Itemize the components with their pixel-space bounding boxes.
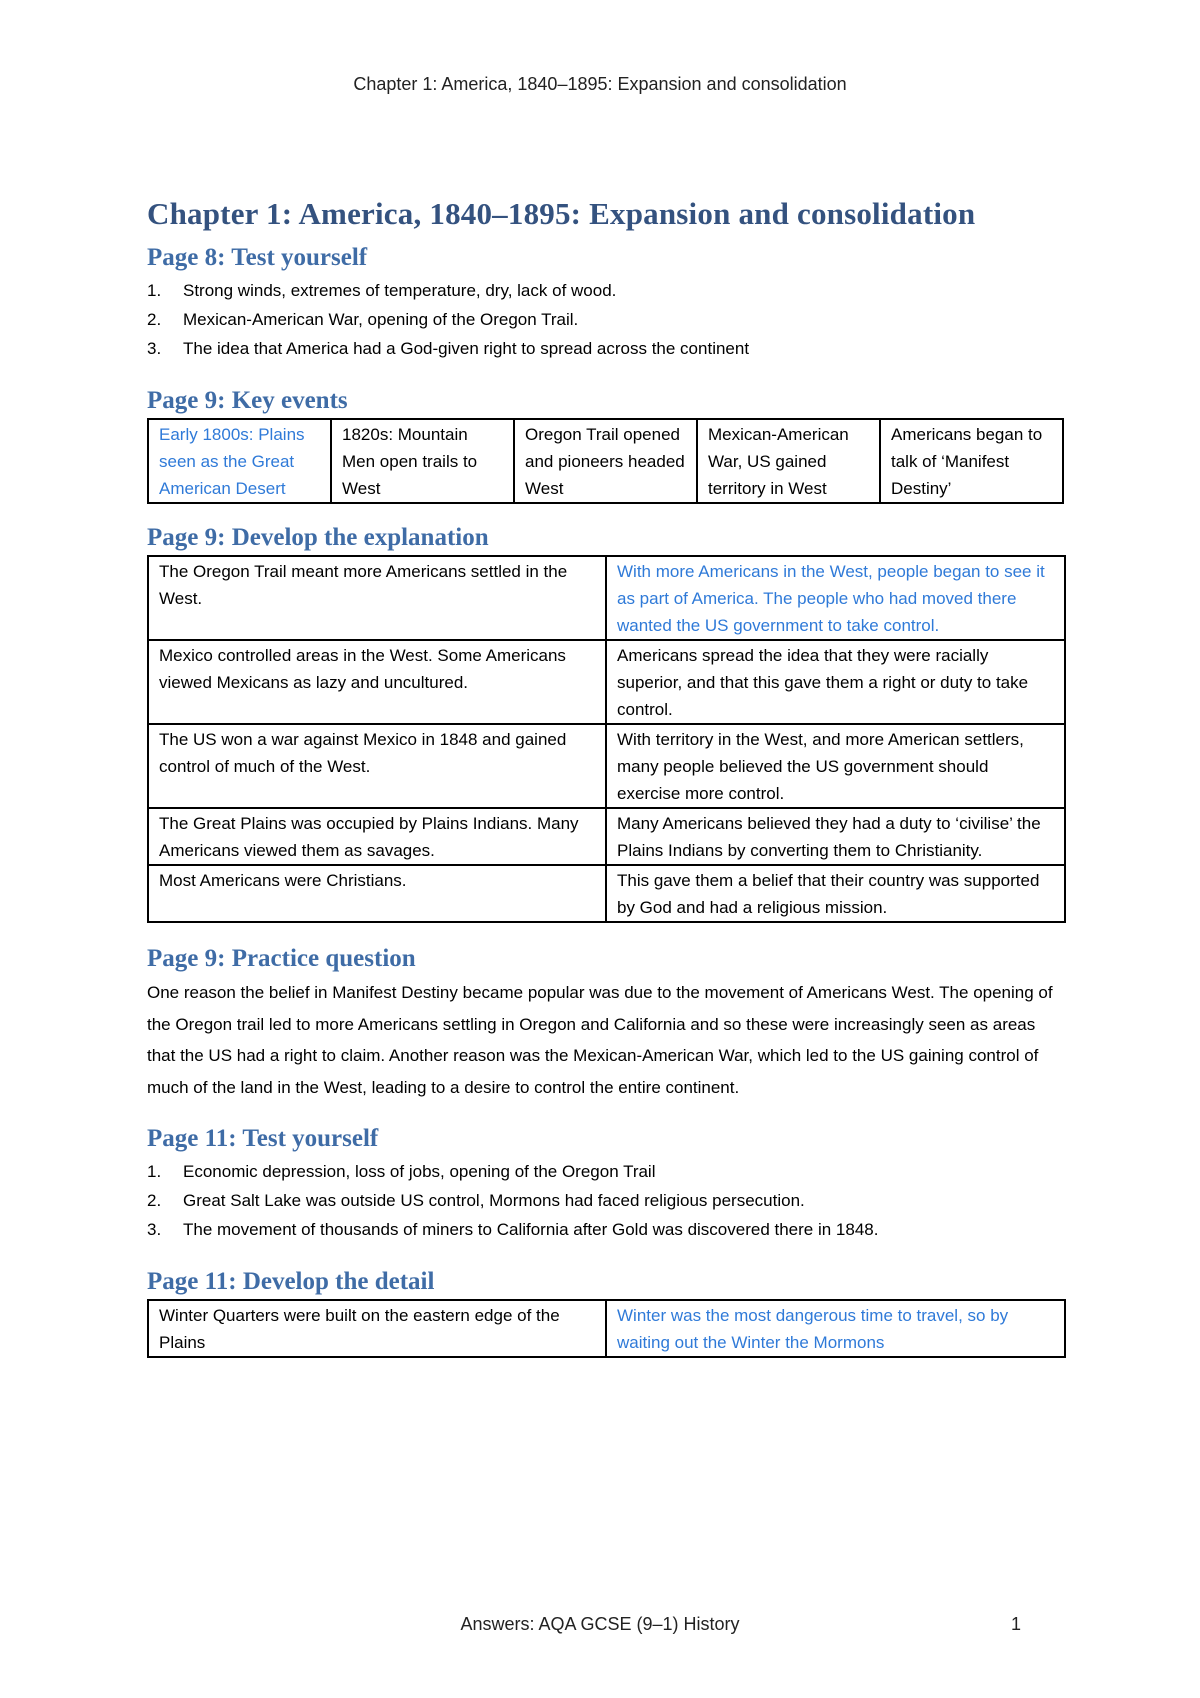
table-row [148,1300,1065,1357]
table-cell: 1820s: Mountain Men open trails to West [331,419,514,503]
list-number: 1. [147,1162,162,1181]
table-cell: Mexico controlled areas in the West. Some Americans viewed Mexicans as lazy and uncultured. [148,640,606,724]
table-cell: Early 1800s: Plains seen as the Great American Desert [148,419,331,503]
table-cell: Mexican-American War, US gained territory in West [697,419,880,503]
footer-title: Answers: AQA GCSE (9–1) History [460,1614,740,1634]
table-cell: With territory in the West, and more American settlers, many people believed the US government should exercise more control. [606,724,1065,808]
table-row [148,865,1065,922]
list-text: Mexican-American War, opening of the Oregon Trail. [183,310,579,329]
list-text: Great Salt Lake was outside US control, Mormons had faced religious persecution. [183,1191,805,1210]
develop-detail-table [147,1299,1066,1358]
table-cell: Winter was the most dangerous time to travel, so by waiting out the Winter the Mormons [606,1300,1065,1357]
table-row [148,724,1065,808]
test-yourself-p8-list [147,276,1064,363]
test-yourself-p11-list [147,1157,1064,1244]
heading-develop-explanation-p9: Page 9: Develop the explanation [147,524,489,551]
key-events-table [147,418,1064,504]
list-item [147,1157,1064,1186]
heading-develop-detail-p11: Page 11: Develop the detail [147,1268,435,1295]
table-cell: This gave them a belief that their country was supported by God and had a religious mission. [606,865,1065,922]
page-content [147,192,1064,1358]
table-row [148,808,1065,865]
table-cell: The Oregon Trail meant more Americans settled in the West. [148,556,606,640]
practice-answer: One reason the belief in Manifest Destiny became popular was due to the movement of Americans West. The opening of the Oregon trail led to more Americans settling in Oregon and California and so these were increasingly seen as areas that the US had a right to claim. Another reason was the Mexican-American War, which led to the US gaining control of much of the land in the West, leading to a desire to control the entire continent. [147,983,1053,1097]
list-text: Strong winds, extremes of temperature, dry, lack of wood. [183,281,617,300]
list-number: 2. [147,310,162,329]
table-cell: Americans began to talk of ‘Manifest Destiny’ [880,419,1063,503]
heading-key-events-p9: Page 9: Key events [147,387,348,414]
list-item [147,305,1064,334]
table-cell: Many Americans believed they had a duty to ‘civilise’ the Plains Indians by converting them to Christianity. [606,808,1065,865]
list-item [147,334,1064,363]
list-item [147,276,1064,305]
list-text: Economic depression, loss of jobs, opening of the Oregon Trail [183,1162,656,1181]
table-row [148,556,1065,640]
running-header: Chapter 1: America, 1840–1895: Expansion and consolidation [353,74,847,94]
table-cell: Most Americans were Christians. [148,865,606,922]
table-cell: Oregon Trail opened and pioneers headed West [514,419,697,503]
list-number: 1. [147,281,162,300]
list-text: The movement of thousands of miners to California after Gold was discovered there in 1848. [183,1220,879,1239]
list-item [147,1186,1064,1215]
list-number: 2. [147,1191,162,1210]
table-row [148,419,1063,503]
table-cell: Winter Quarters were built on the eastern edge of the Plains [148,1300,606,1357]
table-row [148,640,1065,724]
chapter-title: Chapter 1: America, 1840–1895: Expansion and consolidation [147,196,976,231]
heading-test-yourself-p8: Page 8: Test yourself [147,244,368,271]
list-text: The idea that America had a God-given right to spread across the continent [183,339,750,358]
list-number: 3. [147,339,162,358]
heading-test-yourself-p11: Page 11: Test yourself [147,1125,379,1152]
table-cell: The Great Plains was occupied by Plains Indians. Many Americans viewed them as savages. [148,808,606,865]
heading-practice-question-p9: Page 9: Practice question [147,945,416,972]
list-number: 3. [147,1220,162,1239]
table-cell: With more Americans in the West, people began to see it as part of America. The people who had moved there wanted the US government to take control. [606,556,1065,640]
page-number: 1 [1011,1614,1022,1634]
table-cell: Americans spread the idea that they were racially superior, and that this gave them a right or duty to take control. [606,640,1065,724]
table-cell: The US won a war against Mexico in 1848 and gained control of much of the West. [148,724,606,808]
develop-explanation-table [147,555,1066,923]
list-item [147,1215,1064,1244]
